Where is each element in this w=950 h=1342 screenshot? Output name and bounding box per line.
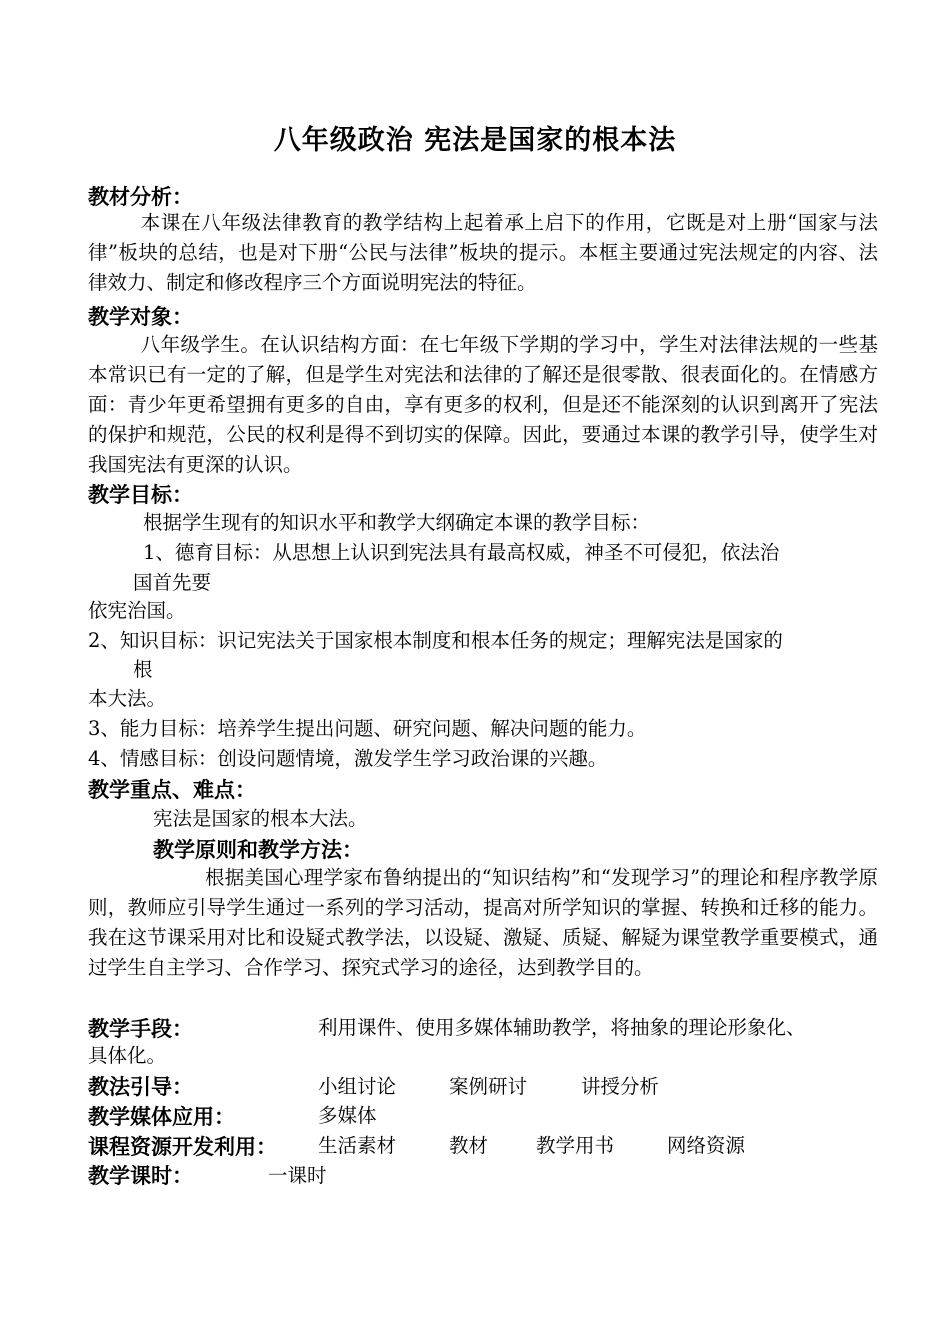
- goal-4: 4、情感目标：创设问题情境，激发学生学习政治课的兴趣。: [88, 747, 608, 770]
- teaching-means-value-b: 具体化。: [88, 1044, 167, 1067]
- resource-item: 教学用书: [536, 1134, 615, 1157]
- key-points-heading: 教学重点、难点：: [88, 778, 256, 802]
- resource-item: 教材: [449, 1134, 489, 1157]
- goal-1-line-a: 1、德育目标：从思想上认识到宪法具有最高权威，神圣不可侵犯，依法治: [143, 541, 780, 564]
- principles-heading: 教学原则和教学方法：: [153, 838, 363, 862]
- key-points-text: 宪法是国家的根本大法。: [153, 807, 368, 830]
- goal-2-line-a: 2、知识目标：识记宪法关于国家根本制度和根本任务的规定；理解宪法是国家的: [88, 629, 783, 652]
- teaching-audience-text: 八年级学生。在认识结构方面：在七年级下学期的学习中，学生对法律法规的一些基本常识已有一定的了解，但是学生对宪法和法律的了解还是很零散、很表面化的。在情感方面：青少年更希望拥有更多的自由，享有更多的权利，但是还不能深刻的认识到离开了宪法的保护和规范，公民的权利是得不到切实的保障。因此，要通过本课的教学引导，使学生对我国宪法有更深的认识。: [88, 333, 878, 476]
- teaching-goals-heading: 教学目标：: [88, 483, 193, 507]
- goal-1-line-c: 依宪治国。: [88, 599, 186, 622]
- material-analysis-heading: 教材分析：: [88, 185, 193, 209]
- document-title: 八年级政治 宪法是国家的根本法: [273, 125, 677, 156]
- teaching-audience-heading: 教学对象：: [88, 305, 193, 329]
- material-analysis-text: 本课在八年级法律教育的教学结构上起着承上启下的作用，它既是对上册“国家与法律”板块的总结，也是对下册“公民与法律”板块的提示。本框主要通过宪法规定的内容、法律效力、制定和修改程序三个方面说明宪法的特征。: [88, 211, 878, 294]
- goal-2-line-c: 本大法。: [88, 687, 167, 710]
- goal-3: 3、能力目标：培养学生提出问题、研究问题、解决问题的能力。: [88, 717, 647, 740]
- resources-heading: 课程资源开发利用：: [88, 1135, 277, 1159]
- resource-item: 网络资源: [667, 1134, 746, 1157]
- teaching-means-heading: 教学手段：: [88, 1017, 193, 1041]
- principles-text: 根据美国心理学家布鲁纳提出的“知识结构”和“发现学习”的理论和程序教学原则，教师应引导学生通过一系列的学习活动，提高对所学知识的掌握、转换和迁移的能力。我在这节课采用对比和设疑式教学法，以设疑、激疑、质疑、解疑为课堂教学重要模式，通过学生自主学习、合作学习、探究式学习的途径，达到教学目的。: [88, 866, 878, 979]
- method-guide-item: 小组讨论: [318, 1075, 397, 1098]
- media-heading: 教学媒体应用：: [88, 1105, 235, 1129]
- method-guide-item: 案例研讨: [449, 1075, 528, 1098]
- class-hours-value: 一课时: [268, 1164, 327, 1187]
- method-guide-heading: 教法引导：: [88, 1075, 193, 1099]
- resource-item: 生活素材: [318, 1134, 397, 1157]
- teaching-goals-intro: 根据学生现有的知识水平和教学大纲确定本课的教学目标：: [143, 511, 651, 534]
- method-guide-item: 讲授分析: [581, 1075, 660, 1098]
- media-value: 多媒体: [318, 1104, 377, 1127]
- goal-2-line-b: 根: [133, 658, 153, 681]
- class-hours-heading: 教学课时：: [88, 1164, 193, 1188]
- teaching-means-value-a: 利用课件、使用多媒体辅助教学，将抽象的理论形象化、: [318, 1016, 806, 1039]
- goal-1-line-b: 国首先要: [133, 571, 212, 594]
